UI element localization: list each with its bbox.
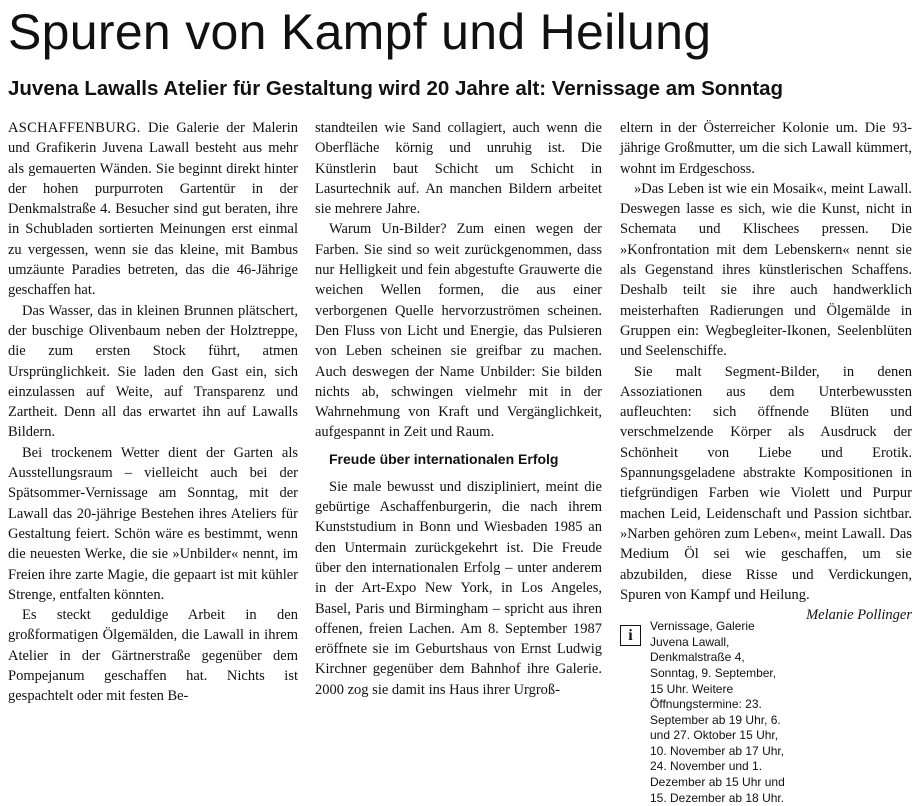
subheadline: Juvena Lawalls Atelier für Gestaltung wird 20 Jahre alt: Vernissage am Sonntag [8,77,784,100]
event-info-text: Vernissage, Galerie Juvena Lawall, Denkmalstraße 4, Sonntag, 9. September, 15 Uhr. Weitere Öffnungstermine: 23. September ab 19 Uhr, 6. und 27. Oktober 15 Uhr, 10. November ab 17 Uhr, 24. November und 1. Dezember ab 15 Uhr und 15. Dezember ab 18 Uhr. [650,619,785,805]
paragraph: Es steckt geduldige Arbeit in den großformatigen Ölgemälden, die Lawall in ihrem Atelier in der Gärtnerstraße gegenüber dem Pompejanum geschaffen hat. Nichts ist gespachtelt oder mit festen Be- [8,607,298,705]
article-column-2 [315,118,602,730]
paragraph: Das Wasser, das in kleinen Brunnen plätschert, der buschige Olivenbaum neben der Holztreppe, die zum ersten Stock führt, atmen Ursprünglichkeit. Sie laden den Gast ein, sich einzulassen auf Weite, auf Transparenz und Zartheit. Denn all das erwartet ihn auf Lawalls Bildern. [8,302,298,441]
paragraph: Warum Un-Bilder? Zum einen wegen der Farben. Sie sind so weit zurückgenommen, dass nur Helligkeit und fein abgestufte Grauwerte die weichen Wellen formen, die aus einer verborgenen Quelle hervorzuströmen scheinen. Den Fluss von Licht und Energie, das Pulsieren von Leben scheinen sie greifbar zu machen. Auch deswegen der Name Unbilder: Sie bilden nichts ab, schwingen vielmehr mit in der Wahrnehmung von Kraft und Vergänglichkeit, aufgespannt in Zeit und Raum. [315,221,602,441]
paragraph-text: Die Galerie der Malerin und Grafikerin Juvena Lawall besteht aus mehr als gemauerten Wänden. Sie beginnt direkt hinter der hohen purpurroten Gartentür in der Denkmalstraße 4. Besucher sind gut beraten, ihre in Schubladen sortierten Meinungen erst einmal zu vergessen, wenn sie das kleine, mit Bambus umzäunte Paradies betreten, das die 46-Jährige geschaffen hat. [8,120,299,299]
paragraph: eltern in der Österreicher Kolonie um. Die 93-jährige Großmutter, um die sich Lawall kümmert, wohnt im Erdgeschoss. [620,120,912,177]
event-info-box [620,619,792,806]
dateline: ASCHAFFENBURG. [8,120,141,136]
headline: Spuren von Kampf und Heilung [8,4,712,60]
paragraph [8,118,298,301]
paragraph: »Das Leben ist wie ein Mosaik«, meint Lawall. Deswegen lasse es sich, wie die Kunst, nicht in Schemata und Klischees pressen. Die »Konfrontation mit dem Lebenskern« nennt sie als Gegenstand ihres künstlerischen Schaffens. Deshalb teilt sie ihre auch handwerklich meisterhaften Radierungen und Ölgemälde in Gruppen ein: Wegbegleiter-Ikonen, Seelenblüten und Seelenschiffe. [620,180,912,360]
author-byline: Melanie Pollinger [806,607,912,624]
paragraph [620,362,912,624]
article-column-1 [8,118,298,730]
paragraph: Sie male bewusst und diszipliniert, meint die gebürtige Aschaffenburgerin, die nach ihrem Kunststudium in Bonn und Wiesbaden 1985 an den Untermain zurückgekehrt ist. Die Freude über den internationalen Erfolg – unter anderem in der Art-Expo New York, in Los Angeles, Basel, Paris und Birmingham – spricht aus ihren offenen, freien Lachen. Am 8. September 1987 eröffnete sie im Geburtshaus von Ernst Ludwig Kirchner gegenüber dem Bahnhof ihre Galerie. 2000 zog sie damit ins Haus ihrer Urgroß- [315,478,602,698]
paragraph-text: Sie malt Segment-Bilder, in denen Assoziationen aus dem Unterbewussten aufleuchten: sich öffnende Blüten und verschmelzende Körper als Ausdruck der Schönheit von Liebe und Erotik. Spannungsgeladene abstrakte Kompositionen in tiefgründigen Farben wie Violett und Purpur machen Leid, Leidenschaft und Passion sichtbar. »Narben gehören zum Leben«, meint Lawall. Das Medium Öl sei wie geschaffen, um sie abzubilden, diese Risse und Verdickungen, Spuren von Kampf und Heilung. [620,363,912,603]
paragraph: standteilen wie Sand collagiert, auch wenn die Oberfläche körnig und unruhig ist. Die Künstlerin baut Schicht um Schicht in Lasurtechnik auf. An manchen Bildern arbeitet sie mehrere Jahre. [315,120,602,218]
section-subheading: Freude über internationalen Erfolg [329,450,559,467]
info-icon: i [620,625,641,646]
paragraph: Bei trockenem Wetter dient der Garten als Ausstellungsraum – vielleicht auch bei der Spätsommer-Vernissage am Sonntag, mit der Lawall das 20-jährige Bestehen ihres Ateliers für Gestaltung feiert. Schön wäre es bestimmt, wenn die neuesten Werke, die sie »Unbilder« nennt, im Freien ihre zarte Magie, die gepaart ist mit kühler Strenge, entfalten könnten. [8,444,298,603]
article-column-3 [620,118,912,805]
